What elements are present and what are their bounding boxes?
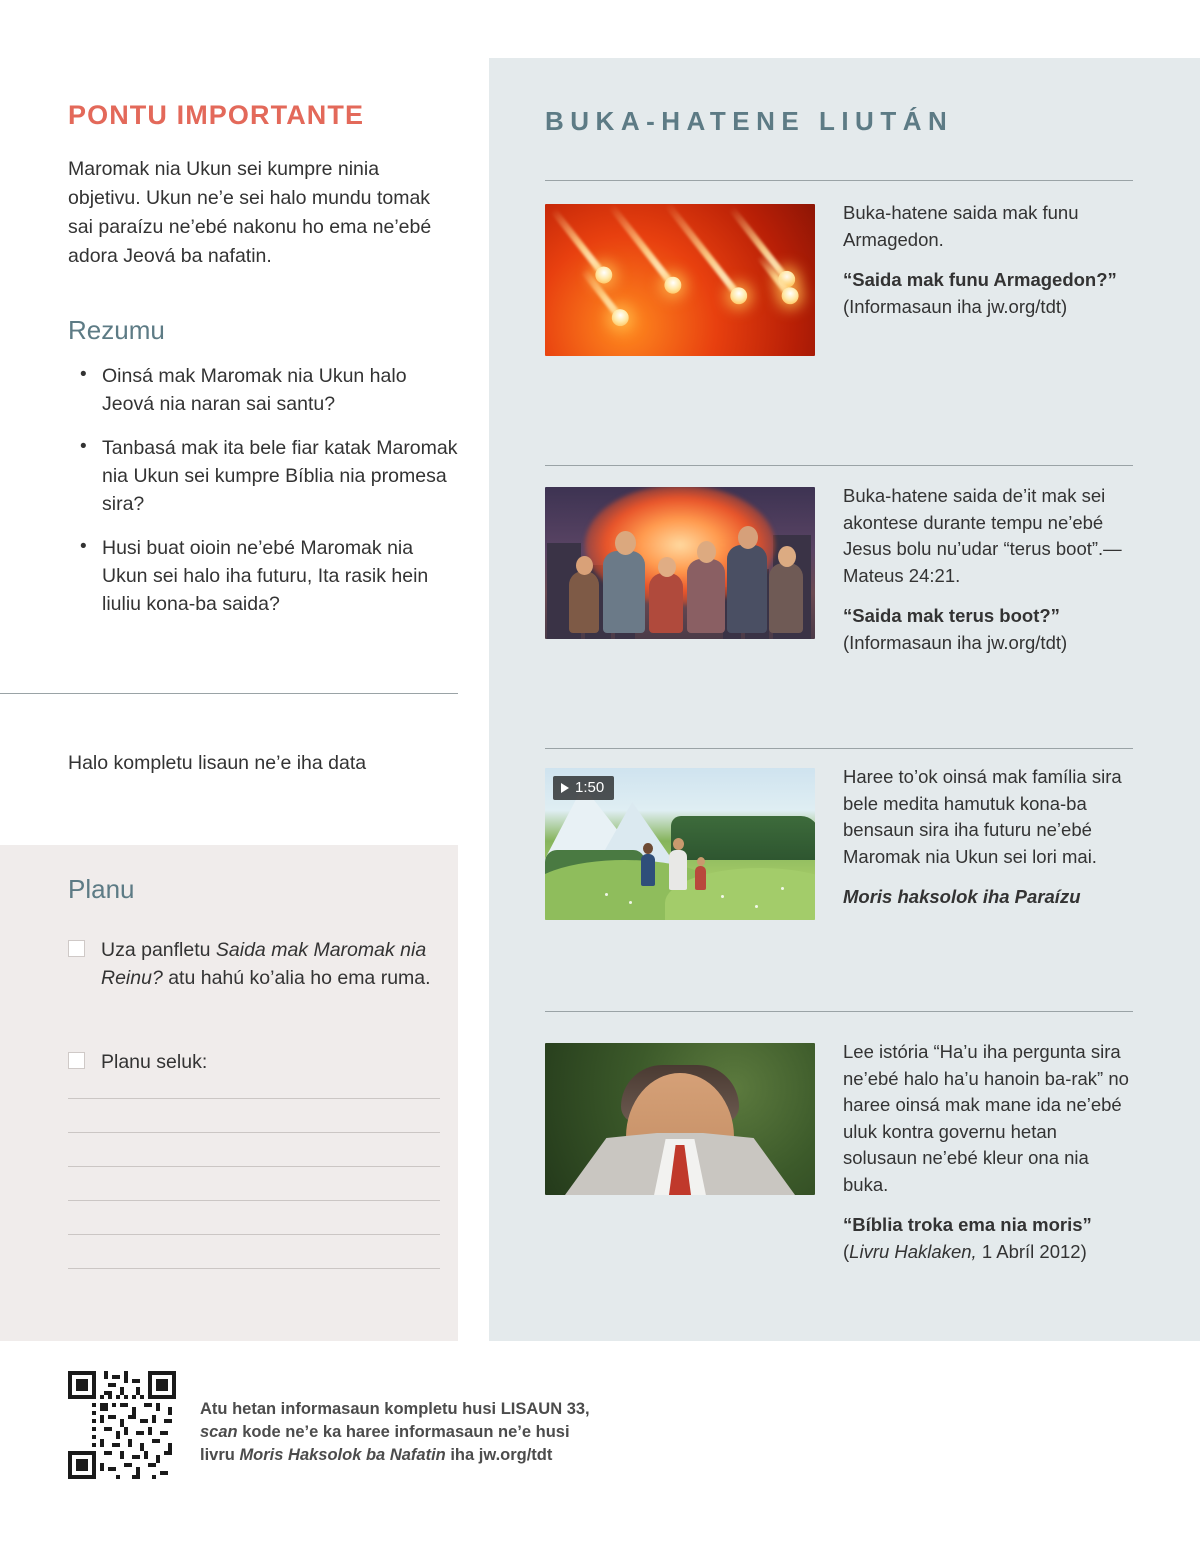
complete-lesson-date-line: Halo kompletu lisaun ne’e iha data [68, 752, 367, 774]
checkbox[interactable] [68, 940, 85, 957]
research-row-2-text [843, 483, 1135, 656]
list-item: • Oinsá mak Maromak nia Ukun halo Jeová nia naran sai santu? [98, 362, 458, 418]
video-duration-badge [553, 776, 614, 800]
row-source: (Informasaun iha jw.org/tdt) [843, 295, 1068, 317]
row-divider [545, 180, 1133, 181]
row-divider [545, 748, 1133, 749]
row-lead-text: Buka-hatene saida de’it mak sei akontese durante tempu ne’ebé Jesus bolu nu’udar “terus boot”.—Mateus 24:21. [843, 485, 1122, 586]
list-item: • Husi buat oioin ne’ebé Maromak nia Ukun sei halo iha futuru, Ita rasik hein liuliu kona-ba saida? [98, 534, 458, 618]
writing-line [68, 1166, 440, 1167]
row-lead-text: Lee istória “Ha’u iha pergunta sira ne’ebé halo ha’u hanoin ba-rak” no haree oinsá mak mane ida ne’ebé uluk kontra governu hetan solusaun ne’ebé kleur ona nia buka. [843, 1041, 1129, 1195]
row-divider [545, 1011, 1133, 1012]
plan-checkbox-item-1[interactable] [68, 936, 438, 992]
row-divider [545, 465, 1133, 466]
family-explosion-illustration[interactable] [545, 487, 815, 639]
plan-checkbox-item-2[interactable] [68, 1048, 438, 1076]
writing-line [68, 1132, 440, 1133]
row-title: “Bíblia troka ema nia moris” [843, 1214, 1092, 1235]
checkbox[interactable] [68, 1052, 85, 1069]
summary-list [68, 362, 458, 618]
footer-line-1: Atu hetan informasaun kompletu husi LISAUN 33, [200, 1400, 590, 1418]
plan-writing-lines [68, 1098, 440, 1302]
key-point-kicker: PONTU IMPORTANTE [68, 100, 365, 130]
research-row-1-text [843, 200, 1135, 320]
meteors-illustration[interactable] [545, 204, 815, 356]
row-source: (Livru Haklaken, 1 Abríl 2012) [843, 1240, 1087, 1262]
writing-line [68, 1268, 440, 1269]
left-divider [0, 693, 458, 694]
summary-heading: Rezumu [68, 315, 165, 345]
plan-heading: Planu [68, 874, 135, 904]
man-portrait-photo[interactable] [545, 1043, 815, 1195]
row-title: Moris haksolok iha Paraízu [843, 886, 1081, 907]
writing-line [68, 1098, 440, 1099]
writing-line [68, 1234, 440, 1235]
further-research-heading: BUKA-HATENE LIUTÁN [545, 106, 954, 136]
plan-item-text: Uza panfletu Saida mak Maromak nia Reinu? atu hahú ko’alia ho ema ruma. [101, 939, 431, 989]
video-duration: 1:50 [575, 779, 605, 796]
footer-line-3: livru Moris Haksolok ba Nafatin iha jw.org/tdt [200, 1446, 553, 1464]
left-column [68, 100, 458, 634]
list-item: • Tanbasá mak ita bele fiar katak Maromak nia Ukun sei kumpre Bíblia nia promesa sira? [98, 434, 458, 518]
research-row-3-text [843, 764, 1135, 911]
writing-line [68, 1200, 440, 1201]
row-title: “Saida mak terus boot?” [843, 605, 1060, 626]
row-lead-text: Buka-hatene saida mak funu Armagedon. [843, 202, 1079, 250]
play-icon [561, 783, 569, 793]
row-source: (Informasaun iha jw.org/tdt) [843, 631, 1068, 653]
plan-item-text: Planu seluk: [101, 1051, 208, 1073]
footer-instructions [200, 1398, 720, 1467]
footer-line-2: scan kode ne’e ka haree informasaun ne’e husi [200, 1423, 570, 1441]
row-title: “Saida mak funu Armagedon?” [843, 269, 1117, 290]
key-point-text: Maromak nia Ukun sei kumpre ninia objetivu. Ukun ne’e sei halo mundu tomak sai paraízu ne’ebé nakonu ho ema ne’ebé adora Jeová ba nafatin. [68, 158, 432, 267]
paradise-family-video-thumbnail[interactable] [545, 768, 815, 920]
research-row-4-text [843, 1039, 1135, 1265]
qr-code[interactable] [68, 1371, 176, 1479]
row-lead-text: Haree to’ok oinsá mak família sira bele medita hamutuk kona-ba bensaun sira iha futuru ne’ebé Maromak nia Ukun sei lori mai. [843, 766, 1122, 867]
